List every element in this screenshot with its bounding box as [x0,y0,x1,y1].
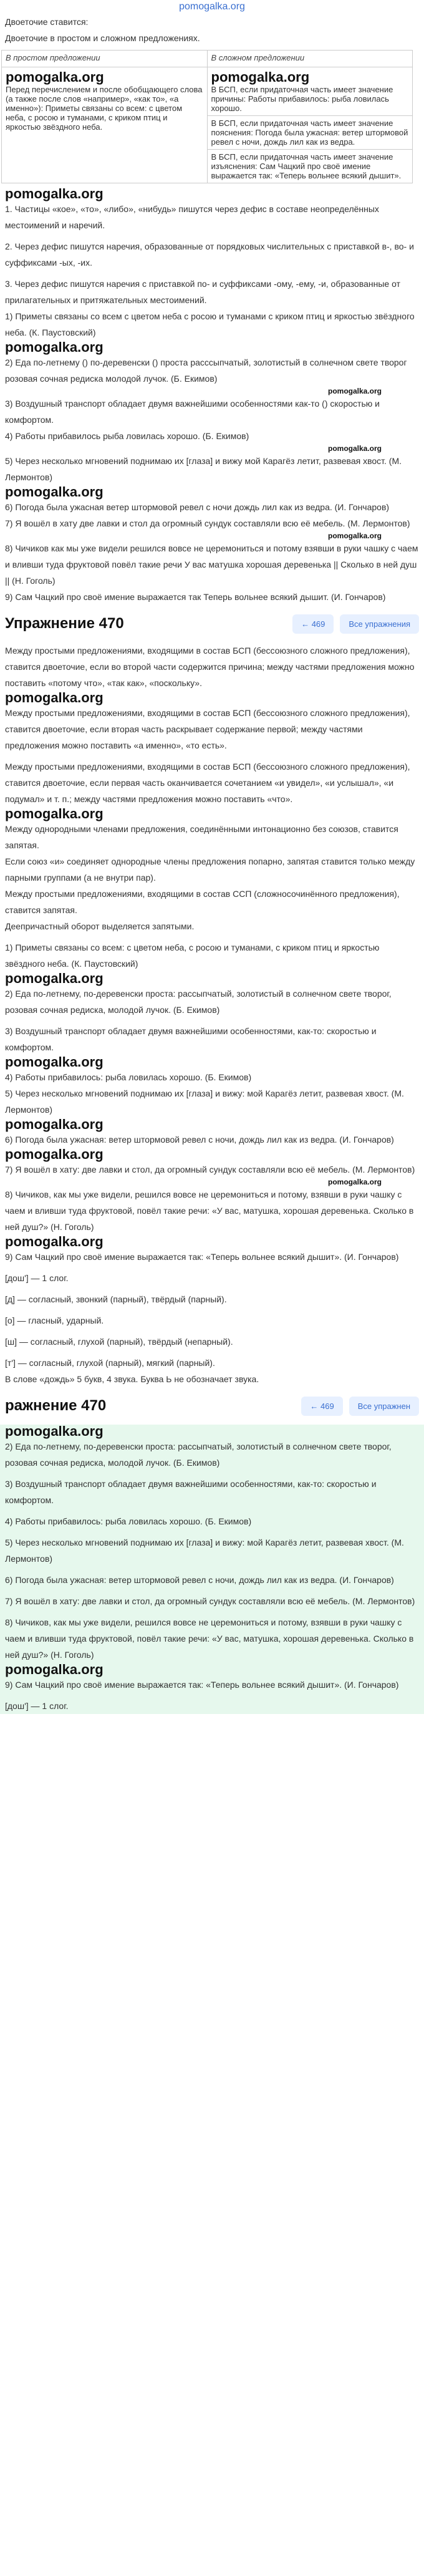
phonetic-line: [ш] — согласный, глухой (парный), твёрдый (непарный). [5,1337,233,1347]
part2 [0,642,424,1387]
watermark: pomogalka.org [5,484,104,500]
rule-paragraph: Если союз «и» соединяет однородные члены предложения попарно, запятая ставится только между парными группами (а не внутри пар). [5,856,415,883]
watermark: pomogalka.org [5,1146,104,1162]
list-item: 7) Я вошёл в хату: две лавки и стол, да огромный сундук составляли всю её мебель. (М. Лермонтов) [5,1165,415,1174]
exercise-header [0,609,424,639]
intro-section [0,14,424,46]
watermark: pomogalka.org [327,387,382,395]
table-cell-right [207,116,413,150]
prev-exercise-button[interactable]: ← 469 [292,614,334,634]
list-item: 2) Еда по-летнему, по-деревенски проста: рассыпчатый, золотистый в солнечном свете творог, розовая сочная редиска, молодой лучок. (Б. Екимов) [5,1441,392,1468]
list-item: 5) Через несколько мгновений поднимаю их [глаза] и вижу мой Карагёз летит, развевая хвост. (М. Лермонтов) [5,456,402,482]
watermark: pomogalka.org [6,69,104,85]
phonetic-line: [т'] — согласный, глухой (парный), мягкий (парный). [5,1358,215,1368]
part3-highlight [0,1425,424,1714]
list-item: 1. Частицы «кое», «то», «либо», «нибудь» пишутся через дефис в составе неопределённых местоимений и наречий. [5,204,379,230]
list-item: 9) Сам Чацкий про своё имение выражается так: «Теперь вольнее всякий дышит». (И. Гончаров) [5,1680,399,1690]
watermark: pomogalka.org [5,971,104,986]
watermark: pomogalka.org [5,1116,104,1132]
intro-line: Двоеточие в простом и сложном предложениях. [5,33,200,43]
table-head-left: В простом предложении [2,51,208,67]
phonetic-line: [дош'] — 1 слог. [5,1701,69,1711]
exercise-title: Упражнение 470 [5,615,124,632]
list-item: 4) Работы прибавилось: рыба ловилась хорошо. (Б. Екимов) [5,1072,252,1082]
prev-exercise-number: 469 [320,1401,334,1411]
watermark: pomogalka.org [327,1178,382,1186]
table-cell-right [207,67,413,116]
all-exercises-button[interactable]: Все упражнен [349,1397,419,1416]
list-item: 6) Погода была ужасная ветер штормовой ревел с ночи дождь лил как из ведра. (И. Гончаров) [5,502,390,512]
list-item: 6) Погода была ужасная: ветер штормовой ревел с ночи, дождь лил как из ведра. (И. Гончаров) [5,1135,394,1145]
table-cell-left [2,67,208,183]
list-item: 5) Через несколько мгновений поднимаю их [глаза] и вижу: мой Карагёз летит, развевая хвост. (М. Лермонтов) [5,1088,404,1115]
rule-paragraph: Между простыми предложениями, входящими в состав ССП (сложносочинённого предложения), ставится запятая. [5,889,400,915]
rule-paragraph: Между однородными членами предложения, соединёнными интонационно без союзов, ставится запятая. [5,824,398,850]
watermark: pomogalka.org [5,806,104,821]
list-item: 3) Воздушный транспорт обладает двумя важнейшими особенностями, как-то: скоростью и комфортом. [5,1479,377,1505]
watermark: pomogalka.org [5,1423,104,1439]
list-item: 3. Через дефис пишутся наречия с приставкой по- и суффиксами -ому, -ему, -и, образованные от прилагательных и притяжательных местоимений. [5,279,400,305]
list-item: 8) Чичиков, как мы уже видели, решился вовсе не церемониться и потому, взявши в руки чашку с чаем и вливши туда фруктовой, повёл такие речи: «У вас, матушка, хорошая деревенька. Сколько в ней душ?» (Н. Гоголь) [5,1189,414,1232]
watermark: pomogalka.org [5,186,104,201]
rule-paragraph: Между простыми предложениями, входящими в состав БСП (бессоюзного сложного предложения), ставится двоеточие, если первая часть оканчивается сочетанием «и увидел», «и услышал», «и подумал» и т. п.; между частями предложения можно поставить «что». [5,762,410,804]
phonetic-line: [д] — согласный, звонкий (парный), твёрдый (парный). [5,1294,227,1304]
list-item: 6) Погода была ужасная: ветер штормовой ревел с ночи, дождь лил как из ведра. (И. Гончаров) [5,1575,394,1585]
site-header[interactable]: pomogalka.org [179,1,245,12]
list-item: 9) Сам Чацкий про своё имение выражается так: «Теперь вольнее всякий дышит». (И. Гончаров) [5,1252,399,1262]
list-item: 4) Работы прибавилось: рыба ловилась хорошо. (Б. Екимов) [5,1516,252,1526]
watermark: pomogalka.org [5,1234,104,1249]
list-item: 2) Еда по-летнему, по-деревенски проста: рассыпчатый, золотистый в солнечном свете творог, розовая сочная редиска, молодой лучок. (Б. Екимов) [5,989,392,1015]
watermark: pomogalka.org [5,1662,104,1677]
list-item: 8) Чичиков как мы уже видели решился вовсе не церемониться и потому взявши в руки чашку с чаем и вливши туда фруктовой повёл такие речи У вас матушка хорошая деревенька || Сколько в ней душ || (Н. Гоголь) [5,543,418,586]
list-item: 3) Воздушный транспорт обладает двумя важнейшими особенностями как-то () скоростью и комфортом. [5,399,380,425]
list-item: 8) Чичиков, как мы уже видели, решился вовсе не церемониться и потому, взявши в руки чашку с чаем и вливши туда фруктовой, повёл такие речи: «У вас, матушка, хорошая деревенька. Сколько в ней душ?» (Н. Гоголь) [5,1617,414,1660]
rule-paragraph: Между простыми предложениями, входящими в состав БСП (бессоюзного сложного предложения), ставится двоеточие, если вторая часть раскрывает содержание первой; между частями предложения можно поставить «а именно», «то есть». [5,708,410,750]
list-item: 4) Работы прибавилось рыба ловилась хорошо. (Б. Екимов) [5,431,249,441]
exercise-title: ражнение 470 [5,1397,107,1414]
list-item: 5) Через несколько мгновений поднимаю их [глаза] и вижу: мой Карагёз летит, развевая хвост. (М. Лермонтов) [5,1537,404,1564]
table-left-text: Перед перечислением и после обобщающего слова (а также после слов «например», «как то», «а именно»): Приметы связаны со всем: с цветом неба, с росою и туманами, с криком птиц и яркостью звёздного неба. [6,85,203,132]
phonetic-line: [дош'] — 1 слог. [5,1273,69,1283]
part1 [0,187,424,605]
list-item: 7) Я вошёл в хату две лавки и стол да огромный сундук составляли всю её мебель. (М. Лермонтов) [5,518,410,528]
watermark: pomogalka.org [211,69,310,85]
exercise-header-duplicate [0,1391,424,1421]
phonetic-line: [о] — гласный, ударный. [5,1315,104,1325]
table-head-right: В сложном предложении [207,51,413,67]
table-right-text: В БСП, если придаточная часть имеет значение пояснения: Погода была ужасная: ветер штормовой ревел с ночи, дождь лил как из ведра. [211,119,408,147]
prev-exercise-button[interactable]: ← 469 [301,1397,342,1416]
rule-paragraph: Между простыми предложениями, входящими в состав БСП (бессоюзного сложного предложения), ставится двоеточие, если во второй части содержится причина; между частями предложения можно поставить «потому что», «так как», «поскольку». [5,646,415,688]
watermark: pomogalka.org [5,339,104,355]
list-item: 2) Еда по-летнему () по-деревенски () проста расссыпчатый, золотистый в солнечном свете творог розовая сочная редиска молодой лучок. (Б. Екимов) [5,357,407,384]
prev-exercise-number: 469 [311,619,325,629]
table-right-text: В БСП, если придаточная часть имеет значение причины: Работы прибавилось: рыба ловилась хорошо. [211,85,393,113]
watermark: pomogalka.org [5,690,104,705]
rules-table [1,50,413,183]
list-item: 2. Через дефис пишутся наречия, образованные от порядковых числительных с приставкой в-, во- и суффиксами -ых, -их. [5,241,414,268]
list-item: 9) Сам Чацкий про своё имение выражается так Теперь вольнее всякий дышит. (И. Гончаров) [5,592,386,602]
list-item: 1) Приметы связаны со всем: с цветом неба, с росою и туманами, с криком птиц и яркостью звёздного неба. (К. Паустовский) [5,942,380,969]
list-item: 1) Приметы связаны со всем с цветом неба с росою и туманами с криком птиц и яркостью звёздного неба. (К. Паустовский) [5,311,415,337]
intro-line: Двоеточие ставится: [5,17,89,27]
list-item: 7) Я вошёл в хату: две лавки и стол, да огромный сундук составляли всю её мебель. (М. Лермонтов) [5,1596,415,1606]
list-item: 3) Воздушный транспорт обладает двумя важнейшими особенностями, как-то: скоростью и комфортом. [5,1026,377,1052]
table-right-text: В БСП, если придаточная часть имеет значение изъяснения: Сам Чацкий про своё имение выражается так: «Теперь вольнее всякий дышит». [211,152,402,180]
table-cell-right [207,150,413,183]
rule-paragraph: Деепричастный оборот выделяется запятыми. [5,921,195,931]
watermark: pomogalka.org [327,444,382,453]
watermark: pomogalka.org [327,531,382,540]
phonetic-line: В слове «дождь» 5 букв, 4 звука. Буква Ь не обозначает звука. [5,1374,259,1384]
all-exercises-button[interactable]: Все упражнения [340,614,419,634]
watermark: pomogalka.org [5,1054,104,1070]
